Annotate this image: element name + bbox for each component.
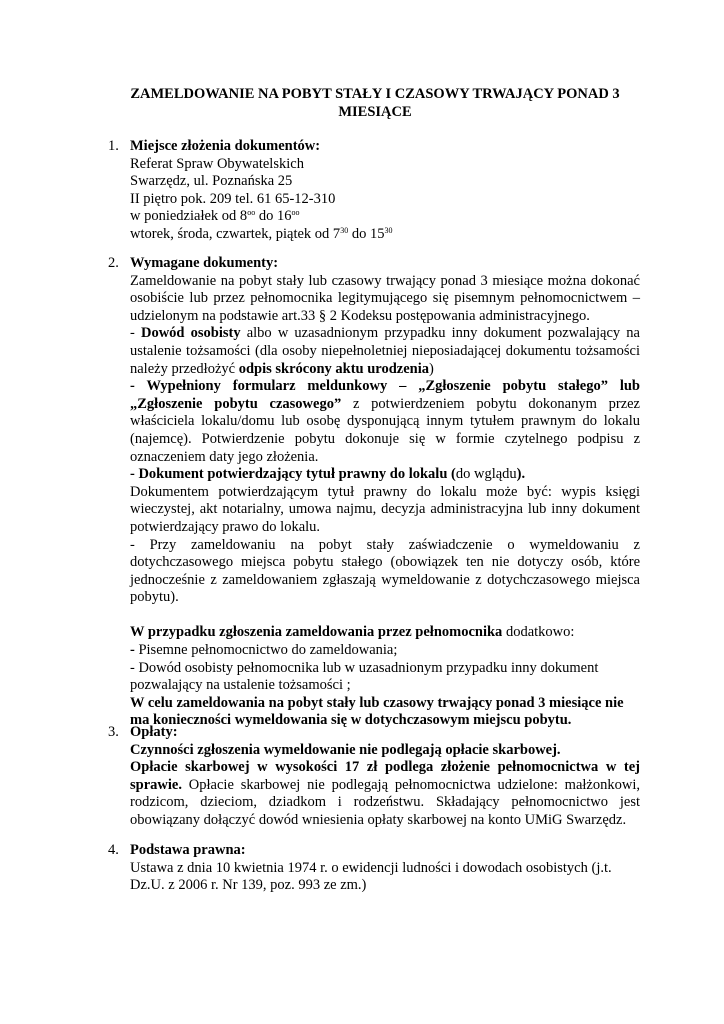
paragraph-no-deregistration: W celu zameldowania na pobyt stały lub czasowy trwający ponad 3 miesiące nie ma konieczności wymeldowania się w dotychczasowym miejscu pobytu. — [130, 694, 624, 729]
paragraph-no-fee: Czynności zgłoszenia wymeldowanie nie podlegają opłacie skarbowej. — [130, 741, 561, 758]
paragraph-form: - Wypełniony formularz meldunkowy – „Zgłoszenie pobytu stałego” lub „Zgłoszenie pobytu czasowego” z potwierdzeniem pobytu dokonanym przez właściciela lokalu/domu lub osobę dysponującą innym tytułem prawnym do lokalu (najemcę). Potwierdzenie pobytu dokonuje się w formie czytelnego podpisu z oznaczeniem daty jego złożenia. — [130, 378, 640, 465]
paragraph-title-document: - Dokument potwierdzający tytuł prawny do lokalu (do wglądu). — [130, 466, 526, 483]
section-heading: Opłaty: — [130, 724, 178, 740]
paragraph-id-card: - Dowód osobisty albo w uzasadnionym przypadku inny dokument pozwalający na ustalenie tożsamości (dla osoby niepełnoletniej nieposiadającej dokumentu tożsamości należy przedłożyć odpis skrócony aktu urodzenia) — [130, 325, 640, 377]
section-number: 2. — [108, 255, 119, 271]
section-required-documents — [108, 255, 640, 730]
paragraph-title-examples: Dokumentem potwierdzającym tytuł prawny do lokalu może być: wypis księgi wieczystej, akt notarialny, umowa najmu, decyzja administracyjna lub inny dokument potwierdzający prawo do lokalu. — [130, 483, 640, 535]
section-heading: Podstawa prawna: — [130, 842, 246, 858]
section-legal-basis — [108, 842, 640, 895]
office-room-phone: II piętro pok. 209 tel. 61 65-12-310 — [130, 190, 336, 207]
section-heading: Wymagane dokumenty: — [130, 255, 279, 271]
hours-monday: w poniedziałek od $8^{oo}$ do $16^{oo}$ — [130, 208, 300, 225]
paragraph-stamp-duty: Opłacie skarbowej w wysokości 17 zł podlega złożenie pełnomocnictwa w tej sprawie. Opłacie skarbowej nie podlegają pełnomocnictwa udzielone: małżonkowi, rodzicom, dzieciom, dziadkom i rodzeństwu. Składający pełnomocnictwo jest obowiązany dołączyć dowód wniesienia opłaty skarbowej na konto UMiG Swarzędz. — [130, 759, 640, 828]
page-title: ZAMELDOWANIE NA POBYT STAŁY I CZASOWY TRWAJĄCY PONAD 3 MIESIĄCE — [130, 86, 620, 120]
hours-other-days: wtorek, środa, czwartek, piątek od $7^{30}$ do $15^{30}$ — [130, 225, 393, 242]
section-fees — [108, 724, 640, 830]
section-number: 3. — [108, 724, 119, 740]
paragraph-proxy-id: - Dowód osobisty pełnomocnika lub w uzasadnionym przypadku inny dokument pozwalający na ustalenie tożsamości ; — [130, 659, 599, 694]
paragraph-intro: Zameldowanie na pobyt stały lub czasowy trwający ponad 3 miesiące można dokonać osobiście lub przez pełnomocnika legitymującego się pisemnym pełnomocnictwem – udzielonym na podstawie art.33 § 2 Kodeksu postępowania administracyjnego. — [130, 272, 640, 324]
paragraph-act: Ustawa z dnia 10 kwietnia 1974 r. o ewidencji ludności i dowodach osobistych (j.t. Dz.U. z 2006 r. Nr 139, poz. 993 ze zm.) — [130, 859, 612, 894]
paragraph-deregistration: - Przy zameldowaniu na pobyt stały zaświadczenie o wymeldowaniu z dotychczasowego miejsca pobytu stałego (obowiązek ten nie dotyczy osób, które jednocześnie z zameldowaniem zgłaszają wymeldowanie z dotychczasowego miejsca pobytu). — [130, 536, 640, 606]
paragraph-proxy-intro: W przypadku zgłoszenia zameldowania przez pełnomocnika dodatkowo: — [130, 624, 575, 641]
paragraph-proxy-letter: - Pisemne pełnomocnictwo do zameldowania; — [130, 642, 398, 659]
office-address: Swarzędz, ul. Poznańska 25 — [130, 173, 293, 190]
section-number: 4. — [108, 842, 119, 858]
section-heading: Miejsce złożenia dokumentów: — [130, 138, 321, 154]
office-name: Referat Spraw Obywatelskich — [130, 155, 304, 172]
section-location — [108, 138, 640, 244]
section-number: 1. — [108, 138, 119, 154]
